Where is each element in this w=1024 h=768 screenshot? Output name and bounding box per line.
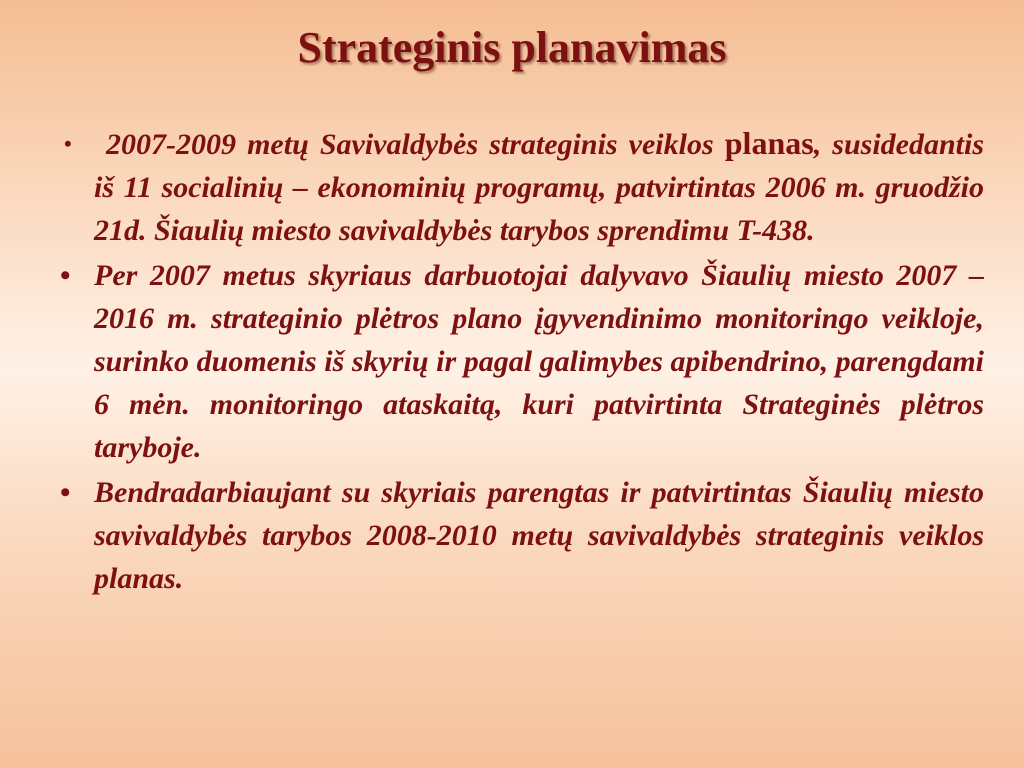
bullet-item-3 xyxy=(60,471,984,600)
bullet-2-text: Per 2007 metus skyriaus darbuotojai dalyvavo Šiaulių miesto 2007 – 2016 m. strateginio plėtros plano įgyvendinimo monitoringo veikloje, surinko duomenis iš skyrių ir pagal galimybes apibendrino, parengdami 6 mėn. monitoringo ataskaitą, kuri patvirtinta Strateginės plėtros taryboje. xyxy=(94,259,984,464)
bullet-item-2 xyxy=(60,254,984,469)
bullet-3-text: Bendradarbiaujant su skyriais parengtas ir patvirtintas Šiaulių miesto savivaldybės tarybos 2008-2010 metų savivaldybės strateginis veiklos planas. xyxy=(94,476,984,595)
bullet-icon: • xyxy=(64,131,72,156)
bullet-item-1 xyxy=(60,122,984,252)
bullet-icon: • xyxy=(60,476,71,509)
slide-title: Strateginis planavimas xyxy=(297,23,727,72)
bullet-icon: • xyxy=(60,259,71,292)
bullet-1-emphasis-text: planas xyxy=(724,125,814,161)
bullet-1-rest-text: , susidedantis iš 11 socialinių – ekonominių programų, patvirtintas 2006 m. gruodžio 21d. Šiaulių miesto savivaldybės tarybos sprendimu T-438. xyxy=(94,128,984,247)
bullet-1-lead-text: 2007-2009 metų Savivaldybės strateginis veiklos xyxy=(106,128,714,161)
bullet-list xyxy=(60,122,984,602)
